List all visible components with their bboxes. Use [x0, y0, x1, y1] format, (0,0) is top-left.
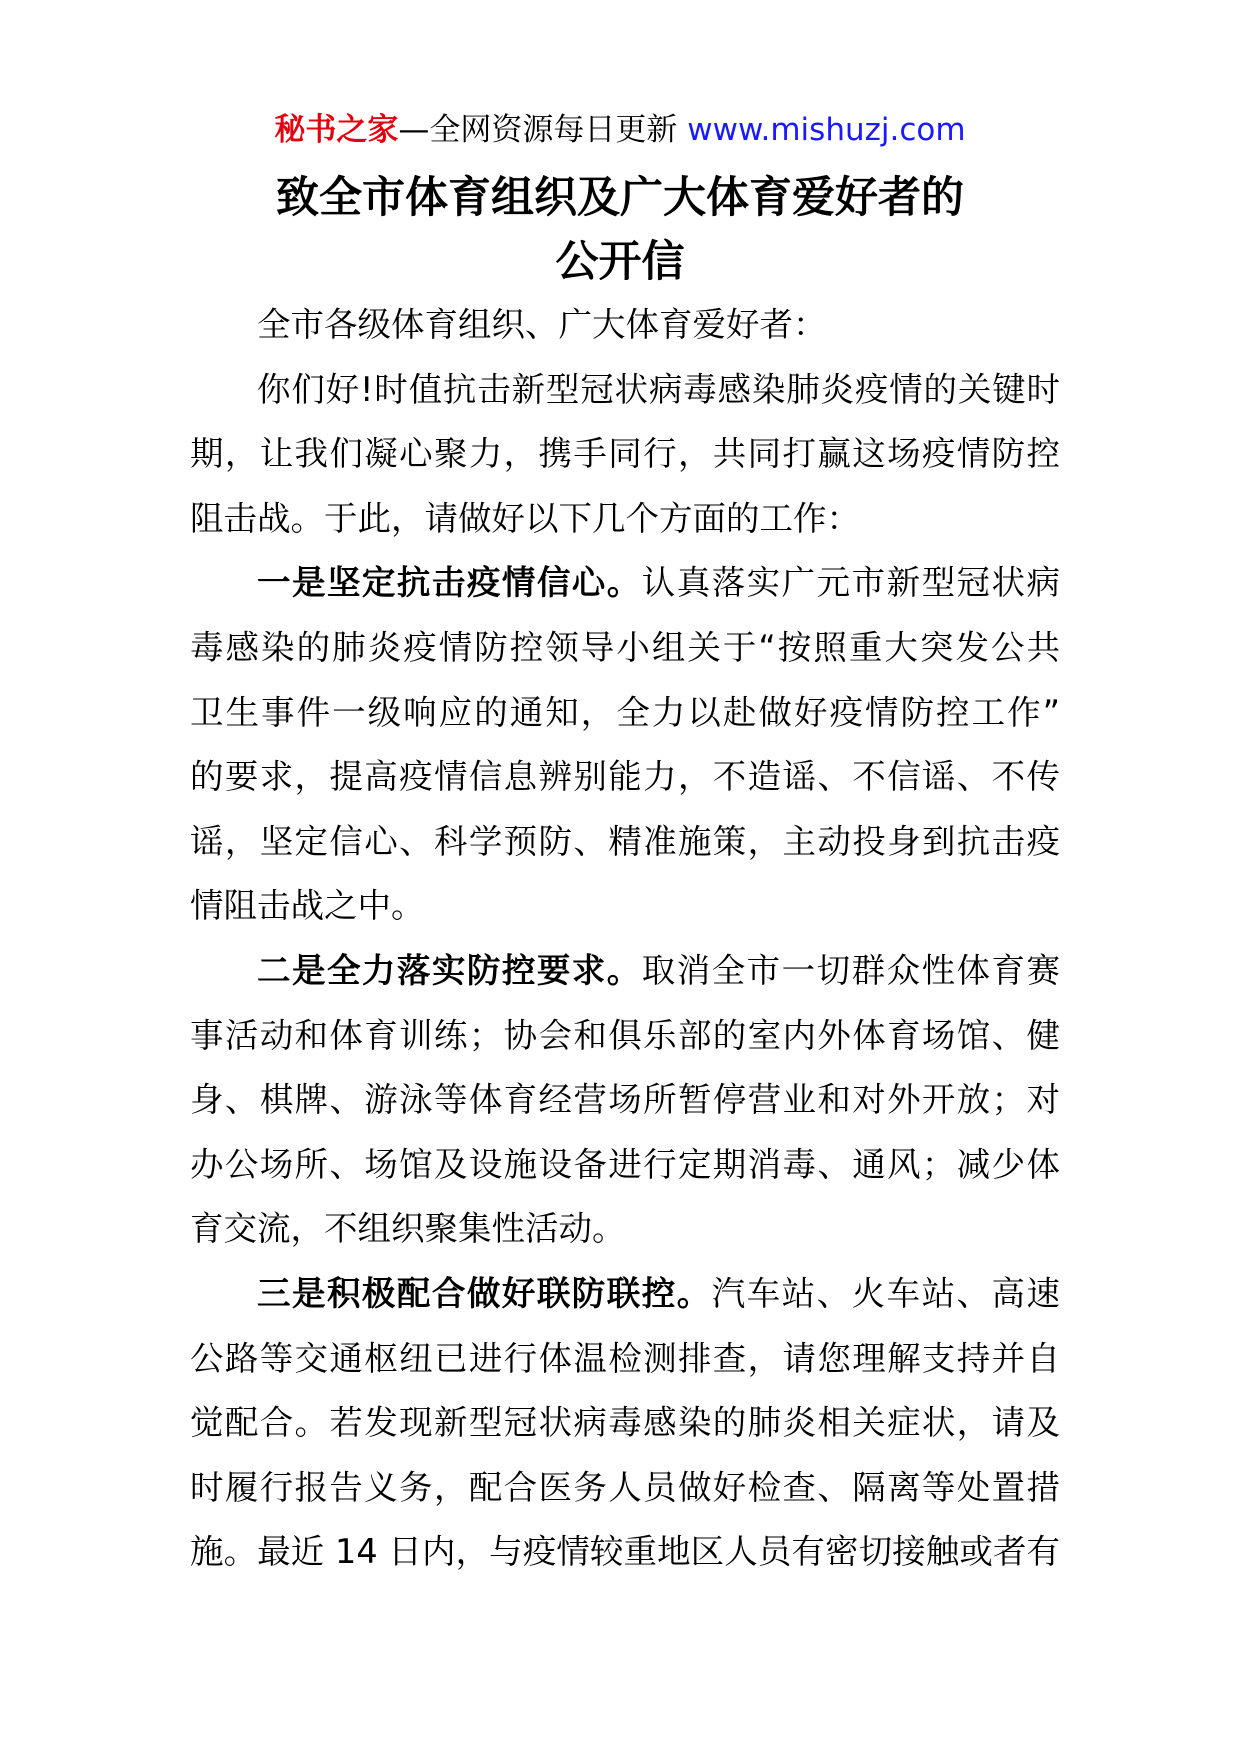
brand-name: 秘书之家	[274, 112, 399, 148]
section-3-line: 公路等交通枢纽已进行体温检测排查，请您理解支持并自	[190, 1338, 1060, 1378]
section-2-line: 事活动和体育训练；协会和俱乐部的室内外体育场馆、健	[190, 1015, 1060, 1055]
section-3-text: 汽车站、火车站、高速	[711, 1273, 1061, 1313]
section-3-line: 施。最近 14 日内，与疫情较重地区人员有密切接触或者有	[190, 1532, 1060, 1572]
header-tagline: —全网资源每日更新	[398, 112, 688, 148]
intro-line: 阻击战。于此，请做好以下几个方面的工作：	[190, 498, 860, 538]
section-2-first-line	[190, 939, 1060, 1004]
section-1-line: 情阻击战之中。	[190, 886, 425, 926]
section-3-heading: 三是积极配合做好联防联控。	[257, 1273, 712, 1313]
section-1-heading: 一是坚定抗击疫情信心。	[257, 563, 642, 603]
intro-line: 期，让我们凝心聚力，携手同行，共同打赢这场疫情防控	[190, 434, 1060, 474]
section-2-line: 育交流，不组织聚集性活动。	[190, 1209, 626, 1249]
intro-line: 你们好!时值抗击新型冠状病毒感染肺炎疫情的关键时	[257, 369, 1060, 409]
section-2-line: 办公场所、场馆及设施设备进行定期消毒、通风；减少体	[190, 1144, 1060, 1184]
letter-body	[190, 293, 1060, 1585]
site-header	[0, 108, 1240, 152]
site-url-link[interactable]: www.mishuzj.com	[687, 112, 966, 148]
section-1-line: 毒感染的肺炎疫情防控领导小组关于“按照重大突发公共	[190, 627, 1060, 667]
section-2-line: 身、棋牌、游泳等体育经营场所暂停营业和对外开放；对	[190, 1080, 1060, 1120]
section-1-line: 谣，坚定信心、科学预防、精准施策，主动投身到抗击疫	[190, 821, 1060, 861]
salutation: 全市各级体育组织、广大体育爱好者：	[257, 305, 827, 344]
section-3-line: 时履行报告义务，配合医务人员做好检查、隔离等处置措	[190, 1467, 1060, 1507]
section-2-heading: 二是全力落实防控要求。	[257, 950, 642, 990]
section-3-line: 觉配合。若发现新型冠状病毒感染的肺炎相关症状，请及	[190, 1403, 1060, 1443]
document-title-line-1: 致全市体育组织及广大体育爱好者的	[276, 173, 964, 223]
section-3-first-line	[190, 1262, 1060, 1327]
section-2-text: 取消全市一切群众性体育赛	[641, 950, 1060, 990]
section-1-text: 认真落实广元市新型冠状病	[641, 563, 1060, 603]
section-1-line: 的要求，提高疫情信息辨别能力，不造谣、不信谣、不传	[190, 757, 1060, 797]
section-1-first-line	[190, 551, 1060, 616]
section-1-line: 卫生事件一级响应的通知，全力以赴做好疫情防控工作”	[190, 692, 1060, 732]
document-title-line-2: 公开信	[555, 237, 685, 287]
